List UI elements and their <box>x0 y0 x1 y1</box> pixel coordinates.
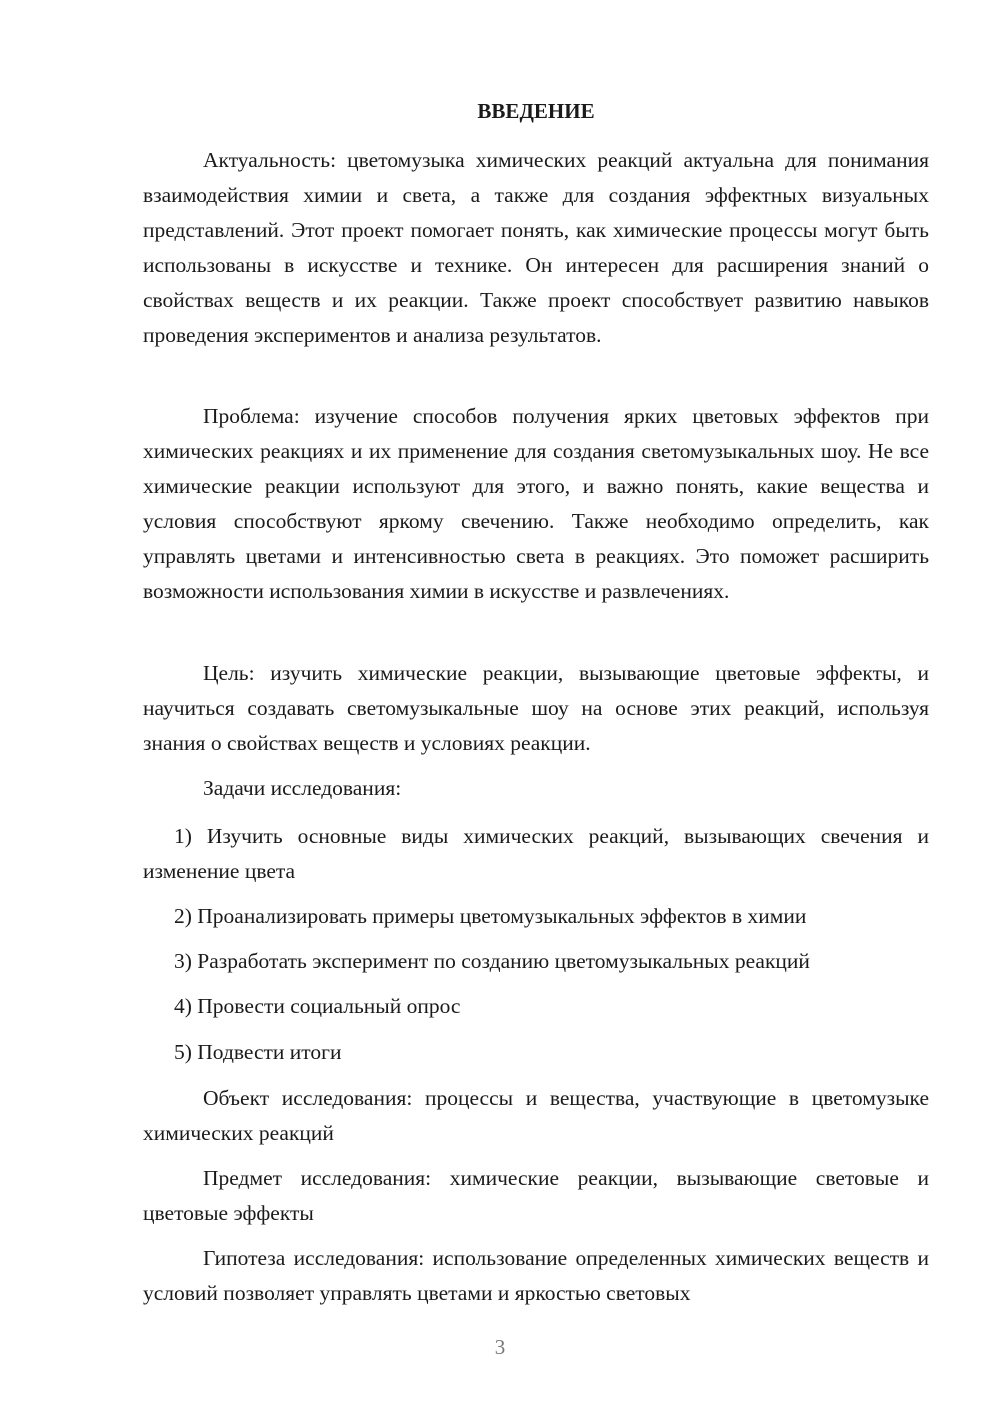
task-item-2: 2) Проанализировать примеры цветомузыкальных эффектов в химии <box>174 904 807 928</box>
paragraph-object: Объект исследования: процессы и вещества, участвующие в цветомузыке химических реакций <box>143 1086 929 1145</box>
tasks-heading: Задачи исследования: <box>203 776 402 800</box>
paragraph-subject: Предмет исследования: химические реакции, вызывающие световые и цветовые эффекты <box>143 1166 929 1225</box>
task-item-5: 5) Подвести итоги <box>174 1040 342 1064</box>
paragraph-problem: Проблема: изучение способов получения ярких цветовых эффектов при химических реакциях и их применение для создания светомузыкальных шоу. Не все химические реакции используют для этого, и важно понять, какие вещества и условия способствуют яркому свечению. Также необходимо определить, как управлять цветами и интенсивностью света в реакциях. Это поможет расширить возможности использования химии в искусстве и развлечениях. <box>143 404 929 603</box>
task-item-4: 4) Провести социальный опрос <box>174 994 461 1018</box>
page-title: ВВЕДЕНИЕ <box>477 99 595 123</box>
paragraph-hypothesis: Гипотеза исследования: использование определенных химических веществ и условий позволяет управлять цветами и яркостью световых <box>143 1246 929 1305</box>
paragraph-relevance: Актуальность: цветомузыка химических реакций актуальна для понимания взаимодействия химии и света, а также для создания эффектных визуальных представлений. Этот проект помогает понять, как химические процессы могут быть использованы в искусстве и технике. Он интересен для расширения знаний о свойствах веществ и их реакции. Также проект способствует развитию навыков проведения экспериментов и анализа результатов. <box>143 148 929 347</box>
task-item-3: 3) Разработать эксперимент по созданию цветомузыкальных реакций <box>174 949 810 973</box>
task-item-1: 1) Изучить основные виды химических реакций, вызывающих свечения и изменение цвета <box>143 824 929 883</box>
page-number: 3 <box>494 1335 506 1359</box>
paragraph-goal: Цель: изучить химические реакции, вызывающие цветовые эффекты, и научиться создавать светомузыкальные шоу на основе этих реакций, используя знания о свойствах веществ и условиях реакции. <box>143 661 929 755</box>
